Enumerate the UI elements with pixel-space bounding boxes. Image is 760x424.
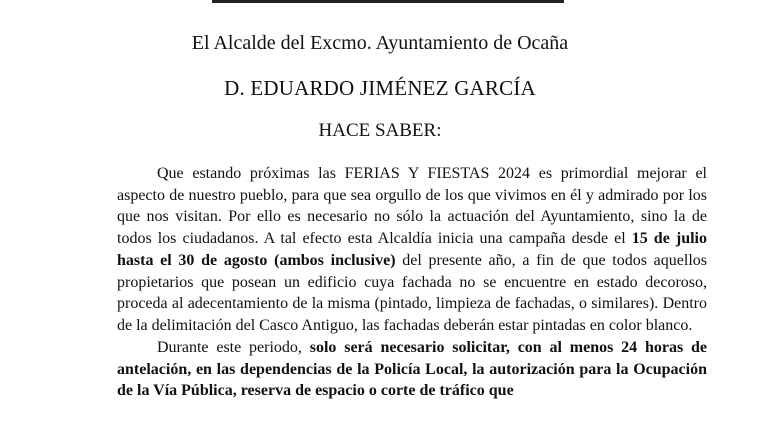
paragraph-campaign-text-a: Que estando próximas las FERIAS Y FIESTAS 2024 es primordial mejorar el aspecto de nuestro pueblo, para que sea orgullo de los que vivimos en él y admirado por los que nos visitan. Por ello es necesario no sólo la actuación del Ayuntamiento, sino la de todos los ciudadanos. A tal efecto esta Alcaldía inicia una campaña desde el [117,165,707,248]
top-rule [212,0,564,3]
paragraph-campaign-text-b: del presente año, a fin de que todos aquellos propietarios que posean un edificio cuya fachada no se encuentre en estado decoroso, proceda al adecentamiento de la misma (pintado, limpieza de fachadas, o similares). Dentro de la delimitación del Casco Antiguo, las fachadas deberán estar pintadas en color blanco. [117,251,707,334]
paragraph-authorization-text-a: Durante este periodo, [157,339,310,356]
mayor-name: D. EDUARDO JIMÉNEZ GARCÍA [224,76,536,100]
authorization-requirement: solo será necesario solicitar, con al menos 24 horas de antelación, en las dependencias de la Policía Local, la autorización para la Ocupación de la Vía Pública, reserva de espacio o corte de tráfico que [117,339,708,400]
paragraph-campaign [117,163,707,337]
campaign-dates: 15 de julio hasta el 30 de agosto (ambos inclusive) [117,230,707,269]
paragraph-authorization [117,337,707,402]
announcement-heading: HACE SABER: [318,120,442,141]
authority-line: El Alcalde del Excmo. Ayuntamiento de Ocaña [191,32,569,54]
